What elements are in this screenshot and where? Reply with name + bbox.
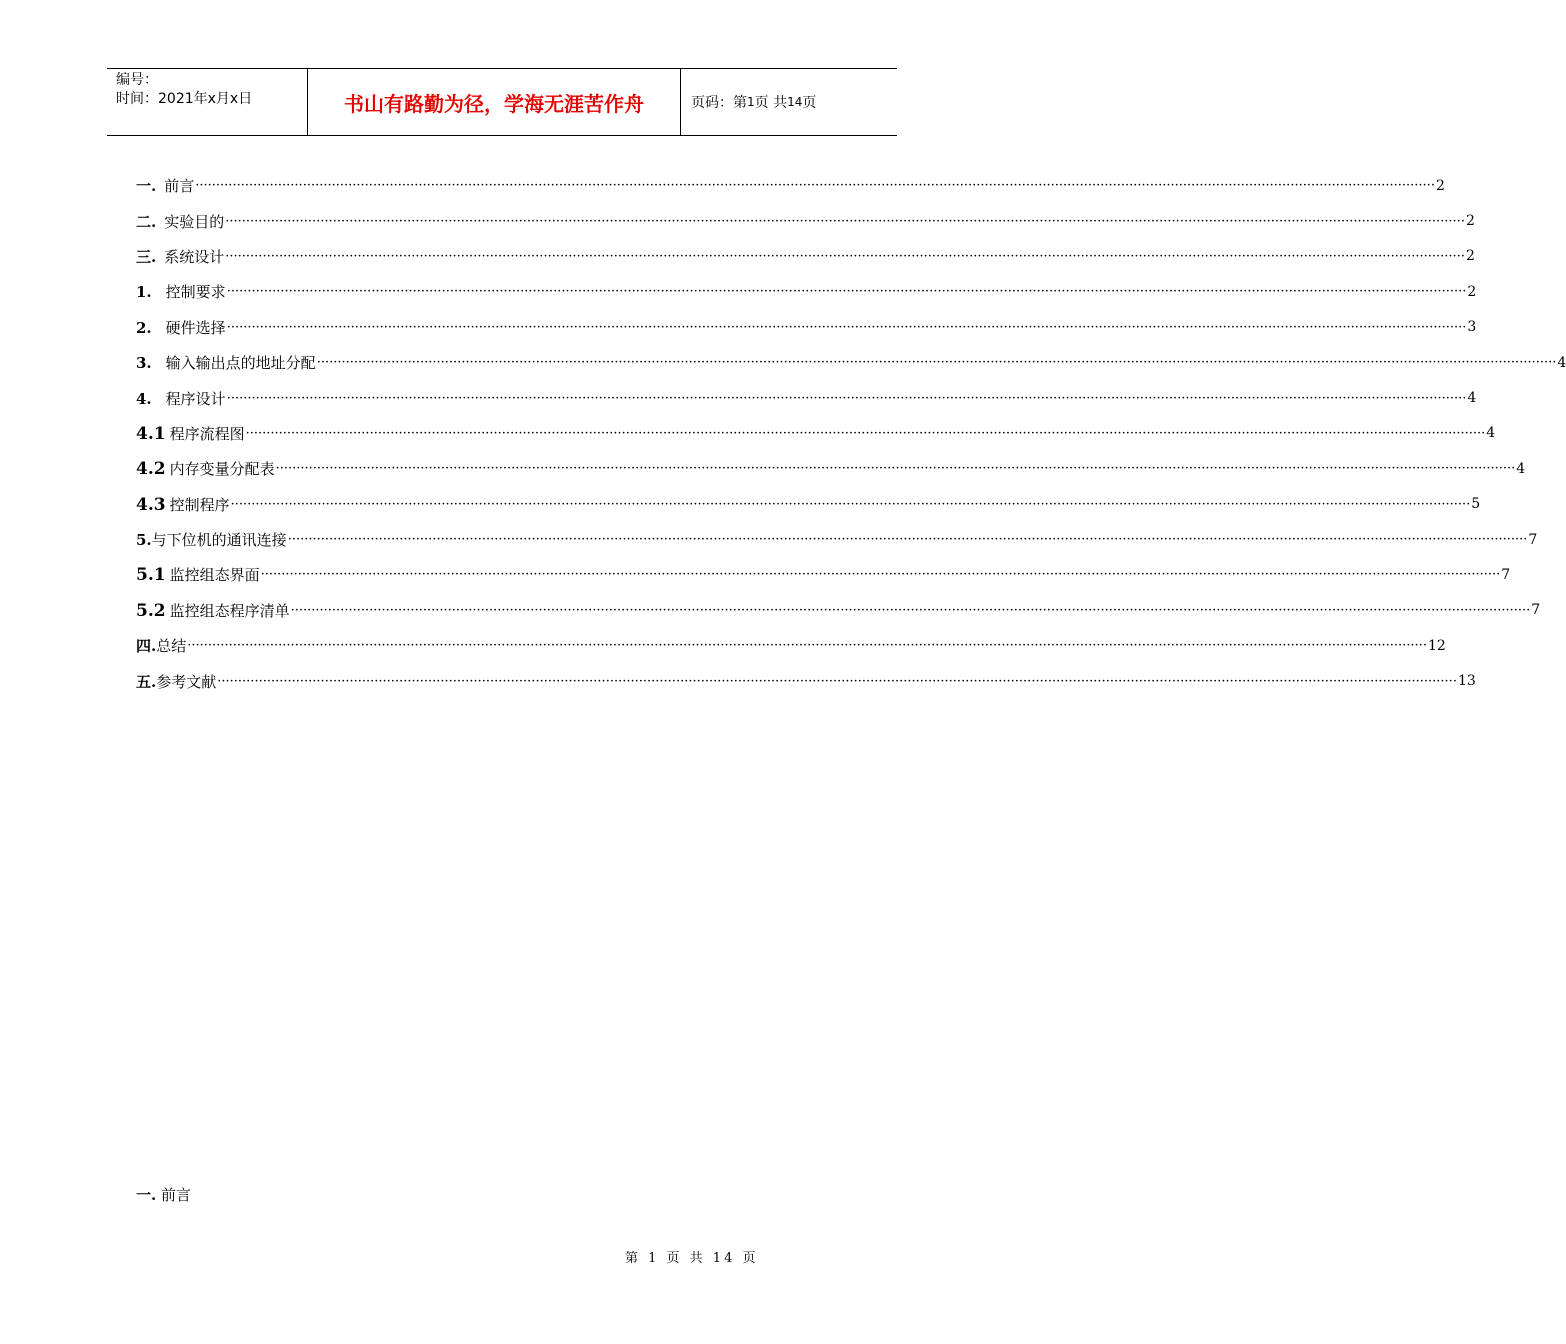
- toc-dot-leader: ············································································································································································································································································································: [225, 248, 1465, 264]
- page-current: 1: [747, 95, 755, 109]
- toc-entry-page: 7: [1501, 566, 1511, 583]
- toc-entry[interactable]: [136, 310, 1477, 345]
- page-prefix: 页码：第: [691, 95, 747, 111]
- toc-entry[interactable]: [136, 522, 1538, 557]
- toc-entry-number: 三.: [136, 247, 157, 266]
- toc-entry-number: 5.: [136, 531, 152, 550]
- toc-entry-title: 程序流程图: [169, 424, 245, 443]
- toc-entry-page: 7: [1531, 602, 1541, 619]
- toc-entry-label: [136, 281, 226, 302]
- page-suffix: 页: [802, 95, 817, 111]
- section-number: 一.: [136, 1186, 157, 1204]
- toc-entry-label: [136, 423, 245, 444]
- toc-entry-label: [136, 564, 260, 585]
- toc-entry-number: 1.: [136, 283, 152, 302]
- section-heading: [136, 1184, 191, 1205]
- number-label: 编号：: [116, 72, 158, 88]
- toc-entry[interactable]: [136, 274, 1477, 309]
- toc-dot-leader: ············································································································································································································································································································: [316, 355, 1557, 371]
- toc-entry[interactable]: [136, 593, 1541, 628]
- toc-dot-leader: ············································································································································································································································································································: [245, 425, 1486, 441]
- toc-entry-label: [136, 352, 316, 373]
- toc-entry-title: 监控组态界面: [169, 566, 260, 585]
- toc-entry-title: 前言: [164, 177, 195, 196]
- toc-entry-page: 5: [1471, 496, 1481, 513]
- toc-dot-leader: ············································································································································································································································································································: [225, 213, 1465, 229]
- header-meta: [107, 69, 308, 135]
- toc-entry-number: 2.: [136, 318, 152, 337]
- toc-entry-label: [136, 600, 290, 621]
- toc-entry-page: 13: [1457, 673, 1476, 690]
- toc-entry-title: 参考文献: [156, 672, 217, 691]
- page-mid: 页 共: [754, 95, 788, 111]
- toc-entry-label: [136, 494, 230, 515]
- toc-entry-label: [136, 246, 224, 267]
- toc-entry-page: 2: [1465, 248, 1475, 265]
- toc-entry[interactable]: [136, 663, 1476, 698]
- toc-entry-number: 4.3: [136, 494, 166, 515]
- toc-entry-number: 5.2: [136, 600, 166, 621]
- toc-dot-leader: ············································································································································································································································································································: [195, 178, 1435, 194]
- toc-entry-title: 实验目的: [164, 212, 225, 231]
- toc-entry-page: 7: [1528, 531, 1538, 548]
- toc-dot-leader: ············································································································································································································································································································: [226, 390, 1467, 406]
- toc-entry-page: 2: [1435, 177, 1445, 194]
- section-title: 前言: [161, 1186, 192, 1204]
- toc-entry-label: [136, 458, 275, 479]
- table-of-contents: [136, 168, 1566, 699]
- toc-entry-label: [136, 529, 287, 550]
- toc-dot-leader: ············································································································································································································································································································: [187, 638, 1427, 654]
- toc-entry-number: 五.: [136, 672, 157, 691]
- toc-entry-title: 程序设计: [165, 389, 226, 408]
- toc-entry-number: 四.: [136, 637, 157, 656]
- toc-entry-page: 4: [1467, 390, 1477, 407]
- toc-entry-page: 12: [1427, 637, 1446, 654]
- header-motto: 书山有路勤为径，学海无涯苦作舟: [308, 69, 681, 135]
- toc-entry[interactable]: [136, 451, 1526, 486]
- toc-entry-number: 4.: [136, 389, 152, 408]
- toc-entry[interactable]: [136, 628, 1446, 663]
- toc-entry-title: 控制要求: [165, 283, 226, 302]
- toc-entry-label: [136, 388, 226, 409]
- toc-entry-title: 总结: [156, 637, 187, 656]
- toc-entry-label: [136, 635, 186, 656]
- page-total: 14: [787, 95, 803, 109]
- toc-entry-page: 3: [1467, 319, 1477, 336]
- toc-entry-title: 内存变量分配表: [169, 460, 275, 479]
- page-footer: 第 1 页 共 14 页: [625, 1251, 759, 1266]
- toc-entry-number: 3.: [136, 354, 152, 373]
- date-line: 时间：2021年x月x日: [116, 91, 253, 107]
- toc-dot-leader: ············································································································································································································································································································: [217, 673, 1457, 689]
- toc-entry[interactable]: [136, 168, 1445, 203]
- toc-entry-title: 输入输出点的地址分配: [165, 354, 316, 373]
- toc-entry[interactable]: [136, 416, 1496, 451]
- page-header: [107, 68, 897, 136]
- toc-entry[interactable]: [136, 203, 1475, 238]
- toc-dot-leader: ············································································································································································································································································································: [275, 461, 1516, 477]
- toc-entry-page: 4: [1516, 460, 1526, 477]
- toc-entry-label: [136, 175, 194, 196]
- toc-entry-title: 硬件选择: [165, 318, 226, 337]
- toc-dot-leader: ············································································································································································································································································································: [226, 319, 1467, 335]
- toc-entry-title: 系统设计: [164, 247, 225, 266]
- toc-dot-leader: ············································································································································································································································································································: [260, 567, 1501, 583]
- toc-entry-title: 控制程序: [169, 495, 230, 514]
- toc-entry-number: 5.1: [136, 565, 166, 586]
- toc-entry-page: 2: [1467, 283, 1477, 300]
- toc-entry[interactable]: [136, 345, 1566, 380]
- toc-entry-title: 与下位机的通讯连接: [151, 531, 287, 550]
- header-page-number: [681, 69, 897, 135]
- toc-entry-label: [136, 671, 216, 692]
- toc-entry-label: [136, 211, 224, 232]
- toc-entry[interactable]: [136, 380, 1477, 415]
- toc-entry-number: 一.: [136, 177, 157, 196]
- toc-entry-title: 监控组态程序清单: [169, 601, 290, 620]
- toc-entry-number: 4.2: [136, 459, 166, 480]
- toc-entry-page: 4: [1486, 425, 1496, 442]
- toc-entry-page: 2: [1465, 213, 1475, 230]
- toc-entry[interactable]: [136, 557, 1511, 592]
- toc-dot-leader: ············································································································································································································································································································: [230, 496, 1471, 512]
- toc-entry-number: 二.: [136, 212, 157, 231]
- toc-entry-page: 4: [1557, 354, 1566, 371]
- toc-entry[interactable]: [136, 487, 1481, 522]
- toc-entry[interactable]: [136, 239, 1475, 274]
- toc-dot-leader: ············································································································································································································································································································: [290, 602, 1531, 618]
- toc-entry-label: [136, 317, 226, 338]
- toc-dot-leader: ············································································································································································································································································································: [287, 532, 1528, 548]
- toc-entry-number: 4.1: [136, 423, 166, 444]
- toc-dot-leader: ············································································································································································································································································································: [226, 284, 1467, 300]
